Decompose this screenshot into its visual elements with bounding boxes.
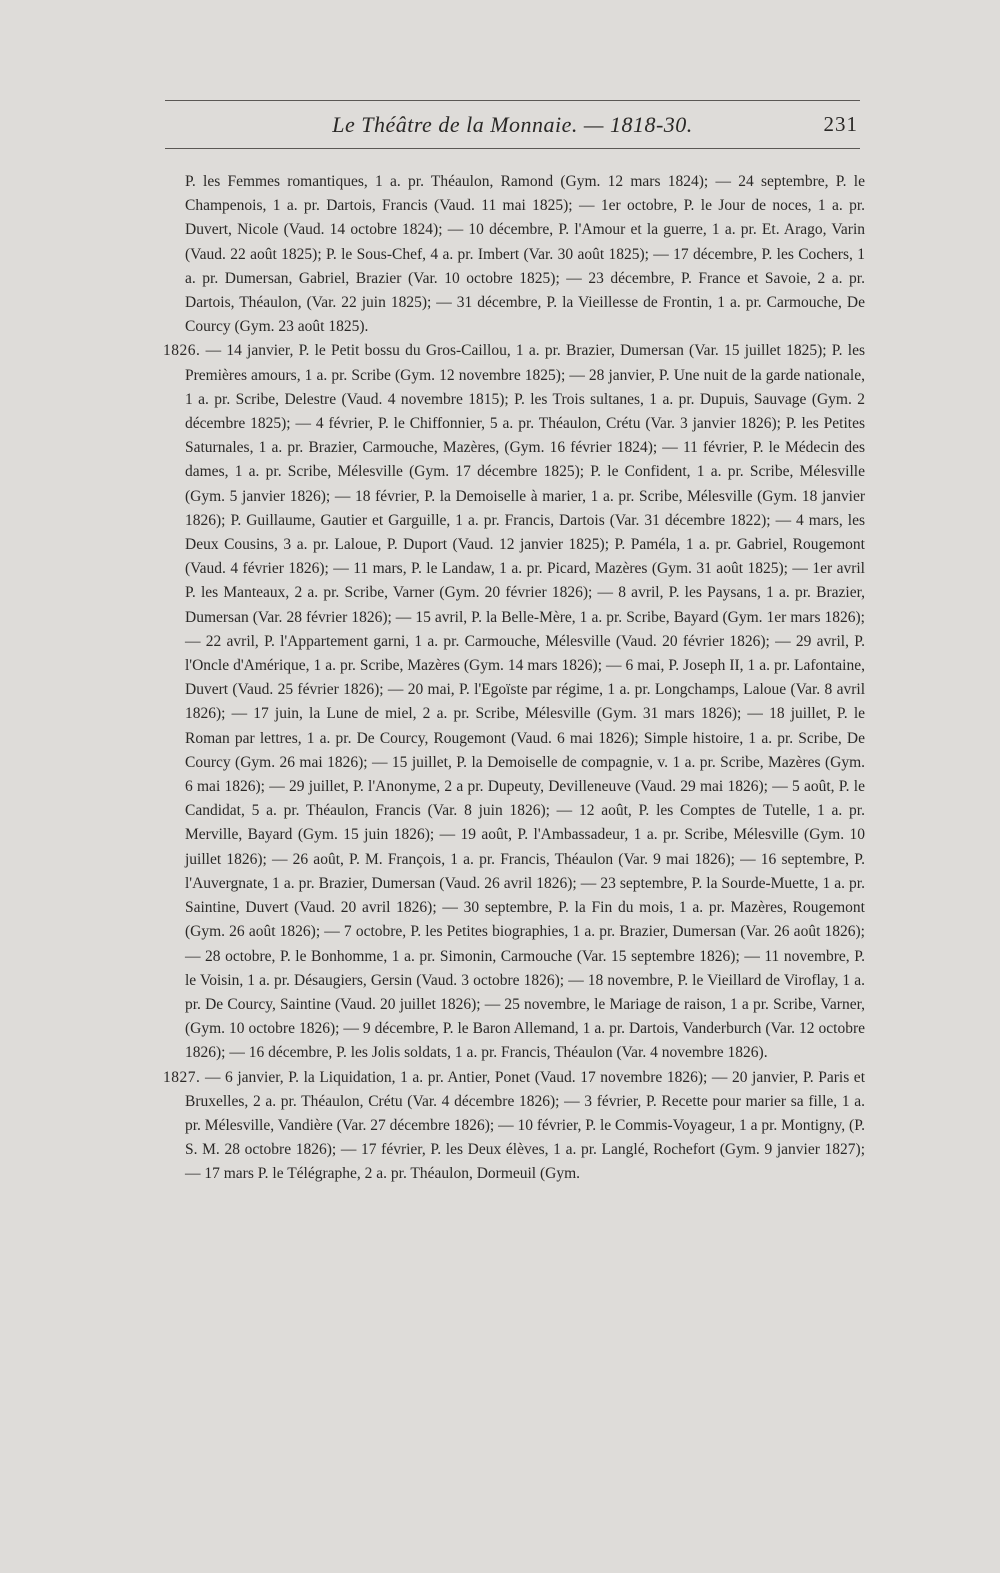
year-label: 1827. <box>163 1068 201 1086</box>
header-rule-bottom <box>165 148 860 149</box>
paragraph-1826 <box>163 339 865 1065</box>
paragraph-text: — 6 janvier, P. la Liquidation, 1 a. pr. Antier, Ponet (Vaud. 17 novembre 1826); — 20 janvier, P. Paris et Bruxelles, 2 a. pr. Théaulon, Crétu (Var. 4 décembre 1826); — 3 février, P. Recette pour marier sa fille, 1 a. pr. Mélesville, Vandière (Var. 27 décembre 1826); — 10 février, P. le Commis-Voyageur, 1 a pr. Montigny, (P. S. M. 28 octobre 1826); — 17 février, P. les Deux élèves, 1 a. pr. Langlé, Rochefort (Gym. 9 janvier 1827); — 17 mars P. le Télégraphe, 2 a. pr. Théaulon, Dormeuil (Gym. <box>185 1068 865 1183</box>
paragraph-text: — 14 janvier, P. le Petit bossu du Gros-Caillou, 1 a. pr. Brazier, Dumersan (Var. 15 juillet 1825); P. les Premières amours, 1 a. pr. Scribe (Gym. 12 novembre 1825); — 28 janvier, P. Une nuit de la garde nationale, 1 a. pr. Scribe, Delestre (Vaud. 4 novembre 1815); P. les Trois sultanes, 1 a. pr. Dupuis, Sauvage (Gym. 2 décembre 1825); — 4 février, P. le Chiffonnier, 5 a. pr. Théaulon, Crétu (Var. 3 janvier 1826); P. les Petites Saturnales, 1 a. pr. Brazier, Carmouche, Mazères, (Gym. 16 février 1824); — 11 février, P. le Médecin des dames, 1 a. pr. Scribe, Mélesville (Gym. 17 décembre 1825); P. le Confident, 1 a. pr. Scribe, Mélesville (Gym. 5 janvier 1826); — 18 février, P. la Demoiselle à marier, 1 a. pr. Scribe, Mélesville (Gym. 18 janvier 1826); P. Guillaume, Gautier et Garguille, 1 a. pr. Francis, Dartois (Var. 31 décembre 1822); — 4 mars, les Deux Cousins, 3 a. pr. Laloue, P. Duport (Vaud. 12 janvier 1825); P. Paméla, 1 a. pr. Gabriel, Rougemont (Vaud. 4 février 1826); — 11 mars, P. le Landaw, 1 a. pr. Picard, Mazères (Gym. 31 août 1825); — 1er avril P. les Manteaux, 2 a. pr. Scribe, Varner (Gym. 20 février 1826); — 8 avril, P. les Paysans, 1 a. pr. Brazier, Dumersan (Var. 28 février 1826); — 15 avril, P. la Belle-Mère, 1 a. pr. Scribe, Bayard (Gym. 1er mars 1826); — 22 avril, P. l'Appartement garni, 1 a. pr. Carmouche, Mélesville (Vaud. 20 février 1826); — 29 avril, P. l'Oncle d'Amérique, 1 a. pr. Scribe, Mazères (Gym. 14 mars 1826); — 6 mai, P. Joseph II, 1 a. pr. Lafontaine, Duvert (Vaud. 25 février 1826); — 20 mai, P. l'Egoïste par régime, 1 a. pr. Longchamps, Laloue (Var. 8 avril 1826); — 17 juin, la Lune de miel, 2 a. pr. Scribe, Mélesville (Gym. 31 mars 1826); — 18 juillet, P. le Roman par lettres, 1 a. pr. De Courcy, Rougemont (Vaud. 6 mai 1826); Simple histoire, 1 a. pr. Scribe, De Courcy (Gym. 26 mai 1826); — 15 juillet, P. la Demoiselle de compagnie, v. 1 a. pr. Scribe, Mazères (Gym. 6 mai 1826); — 29 juillet, P. l'Anonyme, 2 a pr. Dupeuty, Devilleneuve (Vaud. 29 mai 1826); — 5 août, P. le Candidat, 5 a. pr. Théaulon, Francis (Var. 8 juin 1826); — 12 août, P. les Comptes de Tutelle, 1 a. pr. Merville, Bayard (Gym. 15 juin 1826); — 19 août, P. l'Ambassadeur, 1 a. pr. Scribe, Mélesville (Gym. 10 juillet 1826); — 26 août, P. M. François, 1 a. pr. Francis, Théaulon (Var. 9 mai 1826); — 16 septembre, P. l'Auvergnate, 1 a. pr. Brazier, Dumersan (Vaud. 26 avril 1826); — 23 septembre, P. la Sourde-Muette, 1 a. pr. Saintine, Duvert (Vaud. 20 avril 1826); — 30 septembre, P. la Fin du mois, 1 a. pr. Mazères, Rougemont (Gym. 26 août 1826); — 7 octobre, P. les Petites biographies, 1 a. pr. Brazier, Dumersan (Var. 26 août 1826); — 28 octobre, P. le Bonhomme, 1 a. pr. Simonin, Carmouche (Var. 15 septembre 1826); — 11 novembre, P. le Voisin, 1 a. pr. Désaugiers, Gersin (Vaud. 3 octobre 1826); — 18 novembre, P. le Vieillard de Viroflay, 1 a. pr. De Courcy, Saintine (Vaud. 20 juillet 1826); — 25 novembre, le Mariage de raison, 1 a pr. Scribe, Varner, (Gym. 10 octobre 1826); — 9 décembre, P. le Baron Allemand, 1 a. pr. Dartois, Vanderburch (Var. 12 octobre 1826); — 16 décembre, P. les Jolis soldats, 1 a. pr. Francis, Théaulon (Var. 4 novembre 1826). <box>185 342 865 1062</box>
running-head-title: Le Théâtre de la Monnaie. — 1818-30. <box>332 112 693 137</box>
body-text <box>163 170 865 1187</box>
year-label: 1826. <box>163 342 201 360</box>
paragraph-1827 <box>163 1066 865 1187</box>
page-number: 231 <box>823 112 858 136</box>
paragraph-1825-continuation <box>185 170 865 339</box>
paragraph-text: P. les Femmes romantiques, 1 a. pr. Théaulon, Ramond (Gym. 12 mars 1824); — 24 septembre, P. le Champenois, 1 a. pr. Dartois, Francis (Vaud. 11 mai 1825); — 1er octobre, P. le Jour de noces, 1 a. pr. Duvert, Nicole (Vaud. 14 octobre 1824); — 10 décembre, P. l'Amour et la guerre, 1 a. pr. Et. Arago, Varin (Vaud. 22 août 1825); P. le Sous-Chef, 4 a. pr. Imbert (Var. 30 août 1825); — 17 décembre, P. les Cochers, 1 a. pr. Dumersan, Gabriel, Brazier (Var. 10 octobre 1825); — 23 décembre, P. France et Savoie, 2 a. pr. Dartois, Théaulon, (Var. 22 juin 1825); — 31 décembre, P. la Vieillesse de Frontin, 1 a. pr. Carmouche, De Courcy (Gym. 23 août 1825). <box>185 173 865 336</box>
header-rule-top <box>165 100 860 101</box>
running-head <box>165 112 860 142</box>
